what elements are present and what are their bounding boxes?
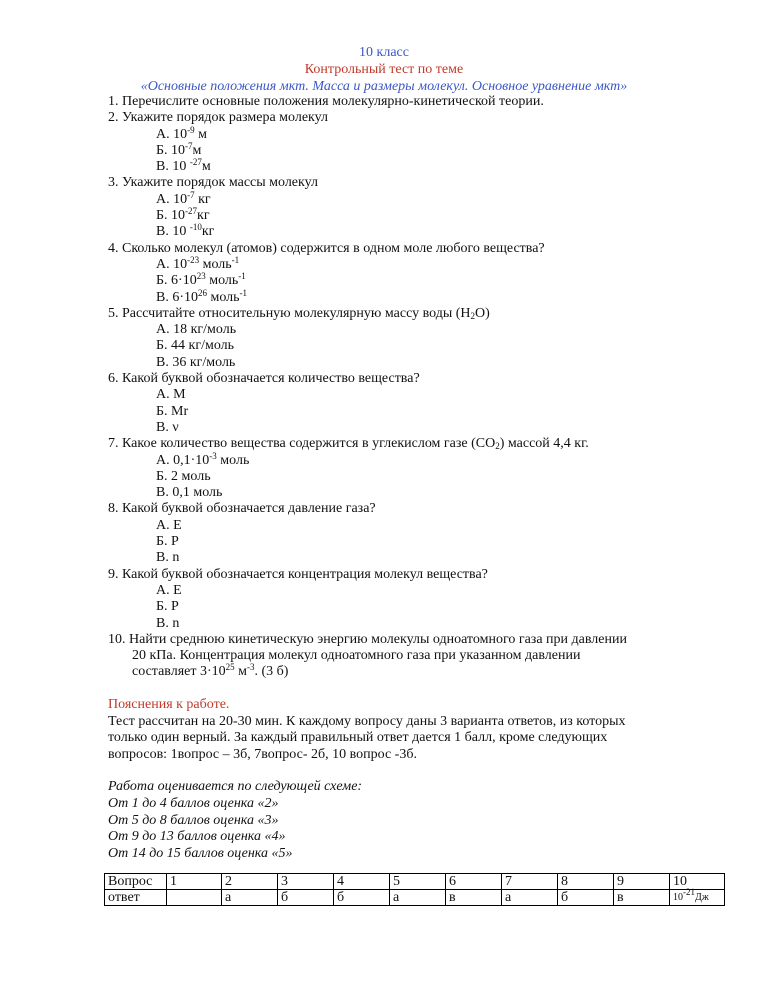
test-title: Контрольный тест по теме: [304, 62, 464, 77]
test-topic: «Основные положения мкт. Масса и размеры молекул. Основное уравнение мкт»: [140, 79, 628, 94]
scheme-row-4: От 14 до 15 баллов оценка «5»: [108, 846, 293, 862]
explanation-line-2: только один верный. За каждый правильный ответ дается 1 балл, кроме следующих: [108, 730, 608, 745]
question-4: 4. Сколько молекул (атомов) содержится в одном моле любого вещества?: [108, 240, 545, 256]
answer-header-cell: 1: [167, 874, 222, 890]
question-5: 5. Рассчитайте относительную молекулярную массу воды $(H_2O)$: [108, 305, 490, 321]
option-2a: А. $10^{-9}$ м: [156, 124, 207, 142]
answer-header-cell: 6: [446, 874, 502, 890]
answer-table-answer-row: [105, 890, 725, 906]
answer-cell: а: [222, 890, 278, 906]
option-5a: А. 18 кг/моль: [156, 322, 237, 338]
question-10-line-3: составляет $3\cdot 10^{25}$ $м^{-3}$. (3 б): [132, 662, 289, 680]
option-9a: А. E: [156, 582, 182, 598]
question-10-line-1: 10. Найти среднюю кинетическую энергию молекулы одноатомного газа при давлении: [108, 631, 627, 647]
option-6a: А. M: [156, 387, 186, 403]
option-4c: В. $6\cdot 10^{26}$ моль$^{-1}$: [156, 287, 248, 305]
explanation-line-1: Тест рассчитан на 20-30 мин. К каждому вопросу даны 3 варианта ответов, из которых: [108, 713, 626, 729]
answer-header-cell: 7: [502, 874, 558, 890]
answer-cell: в: [446, 890, 502, 906]
option-4a: А. $10^{-23}$ моль$^{-1}$: [156, 254, 240, 272]
questions: [108, 94, 748, 681]
question-8: 8. Какой буквой обозначается давление газа?: [108, 501, 376, 517]
option-2c: В. 10 $^{-27}$м: [156, 157, 211, 175]
scheme-row-3: От 9 до 13 баллов оценка «4»: [108, 829, 286, 845]
option-6c: В. ν: [156, 419, 179, 435]
scheme-row-2: От 5 до 8 баллов оценка «3»: [108, 812, 279, 828]
scheme-row-1: От 1 до 4 баллов оценка «2»: [108, 795, 279, 811]
question-10: [108, 632, 748, 681]
option-9b: Б. P: [156, 599, 179, 615]
answer-cell: ответ: [105, 890, 167, 906]
question-3: 3. Укажите порядок массы молекул: [108, 175, 318, 191]
answer-cell: а: [502, 890, 558, 906]
option-7c: В. 0,1 моль: [156, 485, 223, 501]
answer-table: [104, 873, 725, 906]
option-3c: В. 10 $^{-10}$кг: [156, 222, 215, 240]
question-1: 1. Перечислите основные положения молекулярно-кинетической теории.: [108, 94, 544, 109]
option-5b: Б. 44 кг/моль: [156, 338, 235, 354]
explanation-title: Пояснения к работе.: [108, 697, 230, 712]
grading-scheme: [108, 779, 362, 863]
answer-cell: [167, 890, 222, 906]
option-4b: Б. $6\cdot 10^{23}$ моль$^{-1}$: [156, 271, 246, 289]
option-6b: Б. Mr: [156, 403, 189, 419]
question-9: 9. Какой буквой обозначается концентрация молекул вещества?: [108, 566, 488, 582]
explanation-line-3: вопросов: 1вопрос – 3б, 7вопрос- 2б, 10 вопрос -3б.: [108, 746, 417, 762]
answer-header-cell: 10: [670, 874, 725, 890]
option-2b: Б. $10^{-7}м$: [156, 140, 202, 158]
option-7b: Б. 2 моль: [156, 468, 211, 484]
answer-header-cell: 3: [278, 874, 334, 890]
answer-header-cell: Вопрос: [105, 874, 167, 890]
option-3a: А. $10^{-7}$ кг: [156, 189, 211, 207]
answer-header-cell: 4: [334, 874, 390, 890]
scheme-title: Работа оценивается по следующей схеме:: [108, 779, 363, 794]
answer-header-cell: 9: [614, 874, 670, 890]
question-7: 7. Какое количество вещества содержится в углекислом газе $(CO_2)$ массой 4,4 кг.: [108, 436, 589, 452]
option-8a: А. E: [156, 517, 182, 533]
answer-cell: $10^{-21}Дж$: [670, 890, 725, 906]
explanation-section: [108, 697, 728, 763]
question-6: 6. Какой буквой обозначается количество вещества?: [108, 371, 420, 387]
answer-header-cell: 2: [222, 874, 278, 890]
option-8b: Б. P: [156, 534, 179, 550]
option-3b: Б. $10^{-27}кг$: [156, 206, 210, 224]
question-2: 2. Укажите порядок размера молекул: [108, 110, 329, 126]
option-7a: А. $0,1\cdot 10^{-3}$ моль: [156, 450, 250, 468]
answer-table-header-row: [105, 874, 725, 890]
answer-cell: б: [278, 890, 334, 906]
question-10-line-2: 20 кПа. Концентрация молекул одноатомного газа при указанном давлении: [132, 648, 581, 664]
answer-cell: а: [390, 890, 446, 906]
grade-line: 10 класс: [359, 45, 409, 60]
answer-cell: в: [614, 890, 670, 906]
answer-cell: б: [334, 890, 390, 906]
answer-header-cell: 8: [558, 874, 614, 890]
option-8c: В. n: [156, 550, 180, 566]
answer-header-cell: 5: [390, 874, 446, 890]
option-9c: В. n: [156, 615, 180, 631]
answer-cell: б: [558, 890, 614, 906]
option-5c: В. 36 кг/моль: [156, 354, 236, 370]
